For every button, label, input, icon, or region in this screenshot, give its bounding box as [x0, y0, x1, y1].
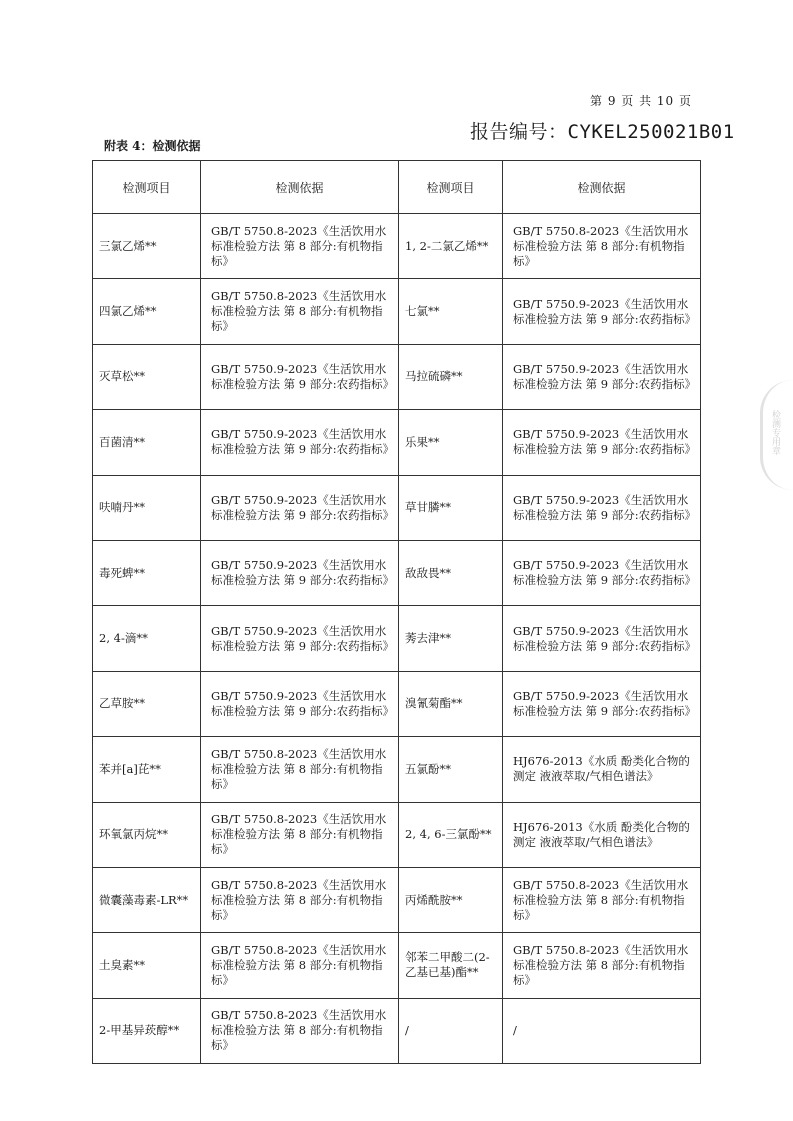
table-row [93, 867, 701, 932]
test-basis-cell: GB/T 5750.9-2023《生活饮用水标准检验方法 第 9 部分:农药指标》 [503, 475, 701, 540]
table-row [93, 998, 701, 1063]
test-item-cell: 苯并[a]芘** [93, 737, 201, 802]
test-basis-cell: GB/T 5750.8-2023《生活饮用水标准检验方法 第 8 部分:有机物指标》 [503, 214, 701, 279]
table-row [93, 279, 701, 344]
header-basis-1: 检测依据 [201, 161, 399, 214]
test-basis-cell: GB/T 5750.9-2023《生活饮用水标准检验方法 第 9 部分:农药指标》 [201, 671, 399, 736]
test-basis-cell: GB/T 5750.9-2023《生活饮用水标准检验方法 第 9 部分:农药指标》 [503, 671, 701, 736]
test-item-cell: 乐果** [399, 410, 503, 475]
test-item-cell: 毒死蜱** [93, 540, 201, 605]
test-item-cell: 草甘膦** [399, 475, 503, 540]
detection-basis-table [92, 160, 701, 1064]
test-item-cell: 微囊藻毒素-LR** [93, 867, 201, 932]
test-basis-cell: GB/T 5750.9-2023《生活饮用水标准检验方法 第 9 部分:农药指标》 [503, 540, 701, 605]
test-item-cell: 溴氰菊酯** [399, 671, 503, 736]
test-basis-cell: GB/T 5750.8-2023《生活饮用水标准检验方法 第 8 部分:有机物指标》 [201, 214, 399, 279]
test-item-cell: 三氯乙烯** [93, 214, 201, 279]
header-item-1: 检测项目 [93, 161, 201, 214]
test-item-cell: 灭草松** [93, 344, 201, 409]
test-item-cell: 五氯酚** [399, 737, 503, 802]
table-row [93, 606, 701, 671]
test-item-cell: 2-甲基异莰醇** [93, 998, 201, 1063]
test-item-cell: 四氯乙烯** [93, 279, 201, 344]
table-row [93, 214, 701, 279]
test-item-cell: 百菌清** [93, 410, 201, 475]
table-row [93, 540, 701, 605]
test-item-cell: 乙草胺** [93, 671, 201, 736]
test-basis-cell: GB/T 5750.9-2023《生活饮用水标准检验方法 第 9 部分:农药指标》 [201, 540, 399, 605]
page-number: 第 9 页 共 10 页 [590, 94, 692, 108]
test-item-cell: 邻苯二甲酸二(2-乙基已基)酯** [399, 933, 503, 998]
test-basis-cell: HJ676-2013《水质 酚类化合物的测定 液液萃取/气相色谱法》 [503, 737, 701, 802]
test-basis-cell: GB/T 5750.9-2023《生活饮用水标准检验方法 第 9 部分:农药指标》 [503, 606, 701, 671]
test-item-cell: 2, 4, 6-三氯酚** [399, 802, 503, 867]
table-row [93, 802, 701, 867]
test-basis-cell: GB/T 5750.8-2023《生活饮用水标准检验方法 第 8 部分:有机物指标》 [201, 933, 399, 998]
table-row [93, 475, 701, 540]
table-row [93, 933, 701, 998]
seam-stamp: 检测专用章 [760, 380, 793, 490]
test-item-cell: 2, 4-滴** [93, 606, 201, 671]
test-item-cell: 莠去津** [399, 606, 503, 671]
header-item-2: 检测项目 [399, 161, 503, 214]
test-basis-cell: GB/T 5750.8-2023《生活饮用水标准检验方法 第 8 部分:有机物指标》 [201, 279, 399, 344]
table-row [93, 410, 701, 475]
table-row [93, 344, 701, 409]
test-basis-cell: GB/T 5750.9-2023《生活饮用水标准检验方法 第 9 部分:农药指标》 [503, 344, 701, 409]
test-item-cell: 土臭素** [93, 933, 201, 998]
test-basis-cell: GB/T 5750.9-2023《生活饮用水标准检验方法 第 9 部分:农药指标》 [201, 410, 399, 475]
test-item-cell: 环氧氯丙烷** [93, 802, 201, 867]
test-item-cell: 七氯** [399, 279, 503, 344]
test-item-cell: 1, 2-二氯乙烯** [399, 214, 503, 279]
table-row [93, 737, 701, 802]
appendix-title: 附表 4：检测依据 [104, 139, 201, 153]
test-basis-cell: GB/T 5750.8-2023《生活饮用水标准检验方法 第 8 部分:有机物指标》 [503, 933, 701, 998]
test-item-cell: 马拉硫磷** [399, 344, 503, 409]
report-number: 报告编号：CYKEL250021B01 [470, 121, 735, 143]
test-basis-cell: / [503, 998, 701, 1063]
header-basis-2: 检测依据 [503, 161, 701, 214]
test-basis-cell: GB/T 5750.8-2023《生活饮用水标准检验方法 第 8 部分:有机物指标》 [503, 867, 701, 932]
test-basis-cell: GB/T 5750.9-2023《生活饮用水标准检验方法 第 9 部分:农药指标》 [503, 410, 701, 475]
table-row [93, 671, 701, 736]
test-basis-cell: GB/T 5750.8-2023《生活饮用水标准检验方法 第 8 部分:有机物指标》 [201, 802, 399, 867]
test-basis-cell: GB/T 5750.9-2023《生活饮用水标准检验方法 第 9 部分:农药指标》 [201, 344, 399, 409]
test-item-cell: 敌敌畏** [399, 540, 503, 605]
test-basis-cell: HJ676-2013《水质 酚类化合物的测定 液液萃取/气相色谱法》 [503, 802, 701, 867]
test-basis-cell: GB/T 5750.9-2023《生活饮用水标准检验方法 第 9 部分:农药指标》 [201, 475, 399, 540]
test-item-cell: 丙烯酰胺** [399, 867, 503, 932]
table-header-row [93, 161, 701, 214]
test-basis-cell: GB/T 5750.8-2023《生活饮用水标准检验方法 第 8 部分:有机物指标》 [201, 998, 399, 1063]
test-item-cell: 呋喃丹** [93, 475, 201, 540]
table-body [93, 214, 701, 1064]
test-basis-cell: GB/T 5750.8-2023《生活饮用水标准检验方法 第 8 部分:有机物指标》 [201, 737, 399, 802]
test-basis-cell: GB/T 5750.8-2023《生活饮用水标准检验方法 第 8 部分:有机物指标》 [201, 867, 399, 932]
test-basis-cell: GB/T 5750.9-2023《生活饮用水标准检验方法 第 9 部分:农药指标》 [201, 606, 399, 671]
test-item-cell: / [399, 998, 503, 1063]
test-basis-cell: GB/T 5750.9-2023《生活饮用水标准检验方法 第 9 部分:农药指标》 [503, 279, 701, 344]
